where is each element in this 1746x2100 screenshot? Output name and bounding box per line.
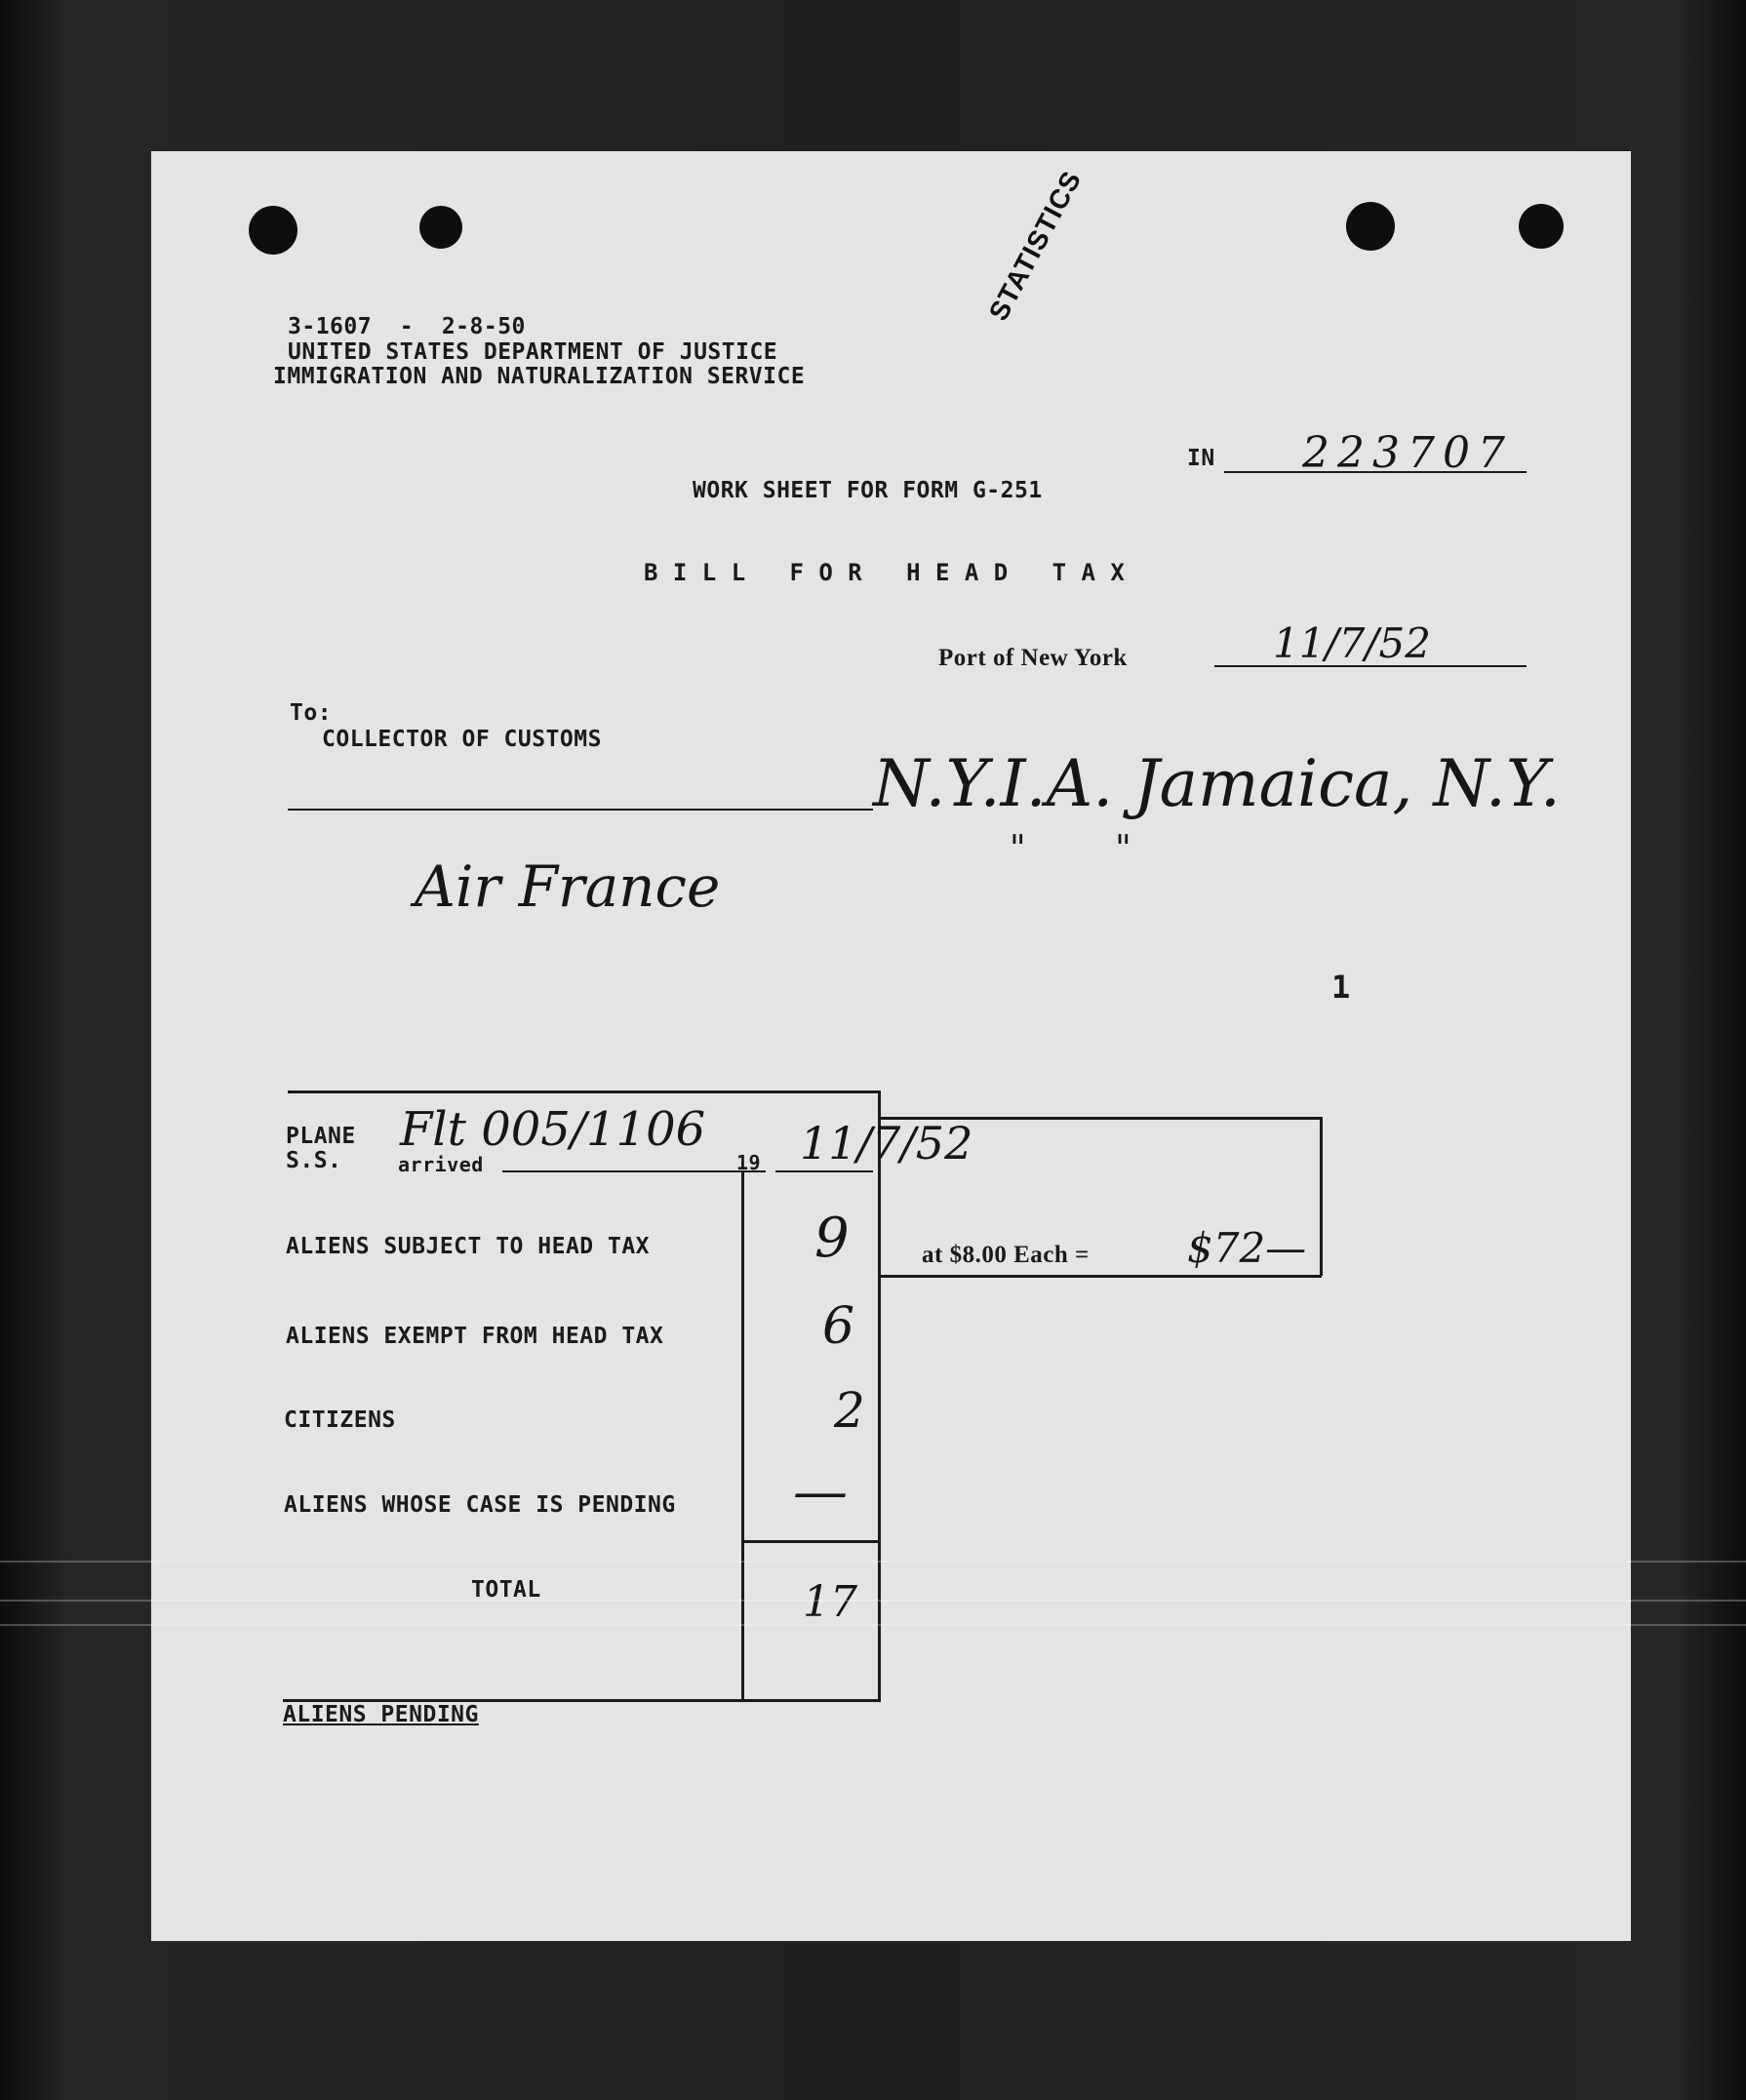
scan-artifact-line	[0, 1624, 1746, 1626]
bill-title: B I L L F O R H E A D T A X	[644, 559, 1126, 586]
row-value-subject: 9	[814, 1207, 850, 1270]
flight-handwritten: Flt 005/1106	[400, 1102, 706, 1157]
service-name: IMMIGRATION AND NATURALIZATION SERVICE	[273, 364, 806, 389]
rate-amount: $72—	[1187, 1224, 1307, 1272]
statistics-stamp: STATISTICS	[982, 165, 1088, 326]
value-column-right	[878, 1090, 881, 1701]
port-date: 11/7/52	[1273, 619, 1431, 667]
to-label: To:	[290, 700, 333, 726]
total-label: TOTAL	[471, 1577, 541, 1603]
row-label-subject: ALIENS SUBJECT TO HEAD TAX	[286, 1234, 651, 1259]
document-page	[151, 151, 1631, 1941]
rate-box-right	[1320, 1117, 1323, 1276]
collector-line	[288, 809, 873, 811]
table-top-line	[288, 1090, 878, 1093]
in-number: 223707	[1302, 428, 1513, 478]
total-top-line	[741, 1540, 881, 1543]
port-label: Port of New York	[938, 645, 1128, 671]
scan-artifact-line	[0, 1561, 1746, 1563]
value-column-left	[741, 1170, 744, 1702]
row-label-pending: ALIENS WHOSE CASE IS PENDING	[284, 1492, 676, 1518]
collector-label: COLLECTOR OF CUSTOMS	[322, 727, 602, 752]
row-value-citizens: 2	[834, 1382, 865, 1439]
rate-text: at $8.00 Each =	[922, 1242, 1090, 1268]
row-label-citizens: CITIZENS	[284, 1407, 396, 1433]
arrival-date: 11/7/52	[800, 1117, 973, 1169]
department-name: UNITED STATES DEPARTMENT OF JUSTICE	[288, 339, 778, 365]
year-prefix: 19	[736, 1151, 762, 1174]
plane-label: PLANE	[286, 1124, 356, 1149]
carrier-handwritten: Air France	[415, 853, 721, 920]
total-value: 17	[803, 1577, 857, 1627]
row-value-exempt: 6	[822, 1297, 855, 1356]
aliens-pending-label: ALIENS PENDING	[283, 1702, 479, 1727]
row-label-exempt: ALIENS EXEMPT FROM HEAD TAX	[286, 1324, 664, 1349]
scan-artifact-line	[0, 1600, 1746, 1602]
row-value-pending: —	[793, 1460, 848, 1524]
worksheet-title: WORK SHEET FOR FORM G-251	[693, 478, 1043, 503]
page-number: 1	[1331, 969, 1351, 1006]
punch-hole	[1519, 204, 1564, 249]
arrived-label: arrived	[398, 1153, 484, 1176]
in-label: IN	[1187, 446, 1215, 471]
rate-box-bottom	[878, 1275, 1322, 1278]
punch-hole	[1346, 202, 1395, 251]
arrived-line	[502, 1170, 766, 1172]
ditto-marks: " "	[1010, 829, 1131, 869]
punch-hole	[249, 206, 298, 255]
year-line	[775, 1170, 873, 1172]
form-number: 3-1607 - 2-8-50	[288, 314, 526, 339]
punch-hole	[419, 206, 462, 249]
location-handwritten: N.Y.I.A. Jamaica, N.Y.	[873, 746, 1561, 821]
ss-label: S.S.	[286, 1148, 342, 1173]
